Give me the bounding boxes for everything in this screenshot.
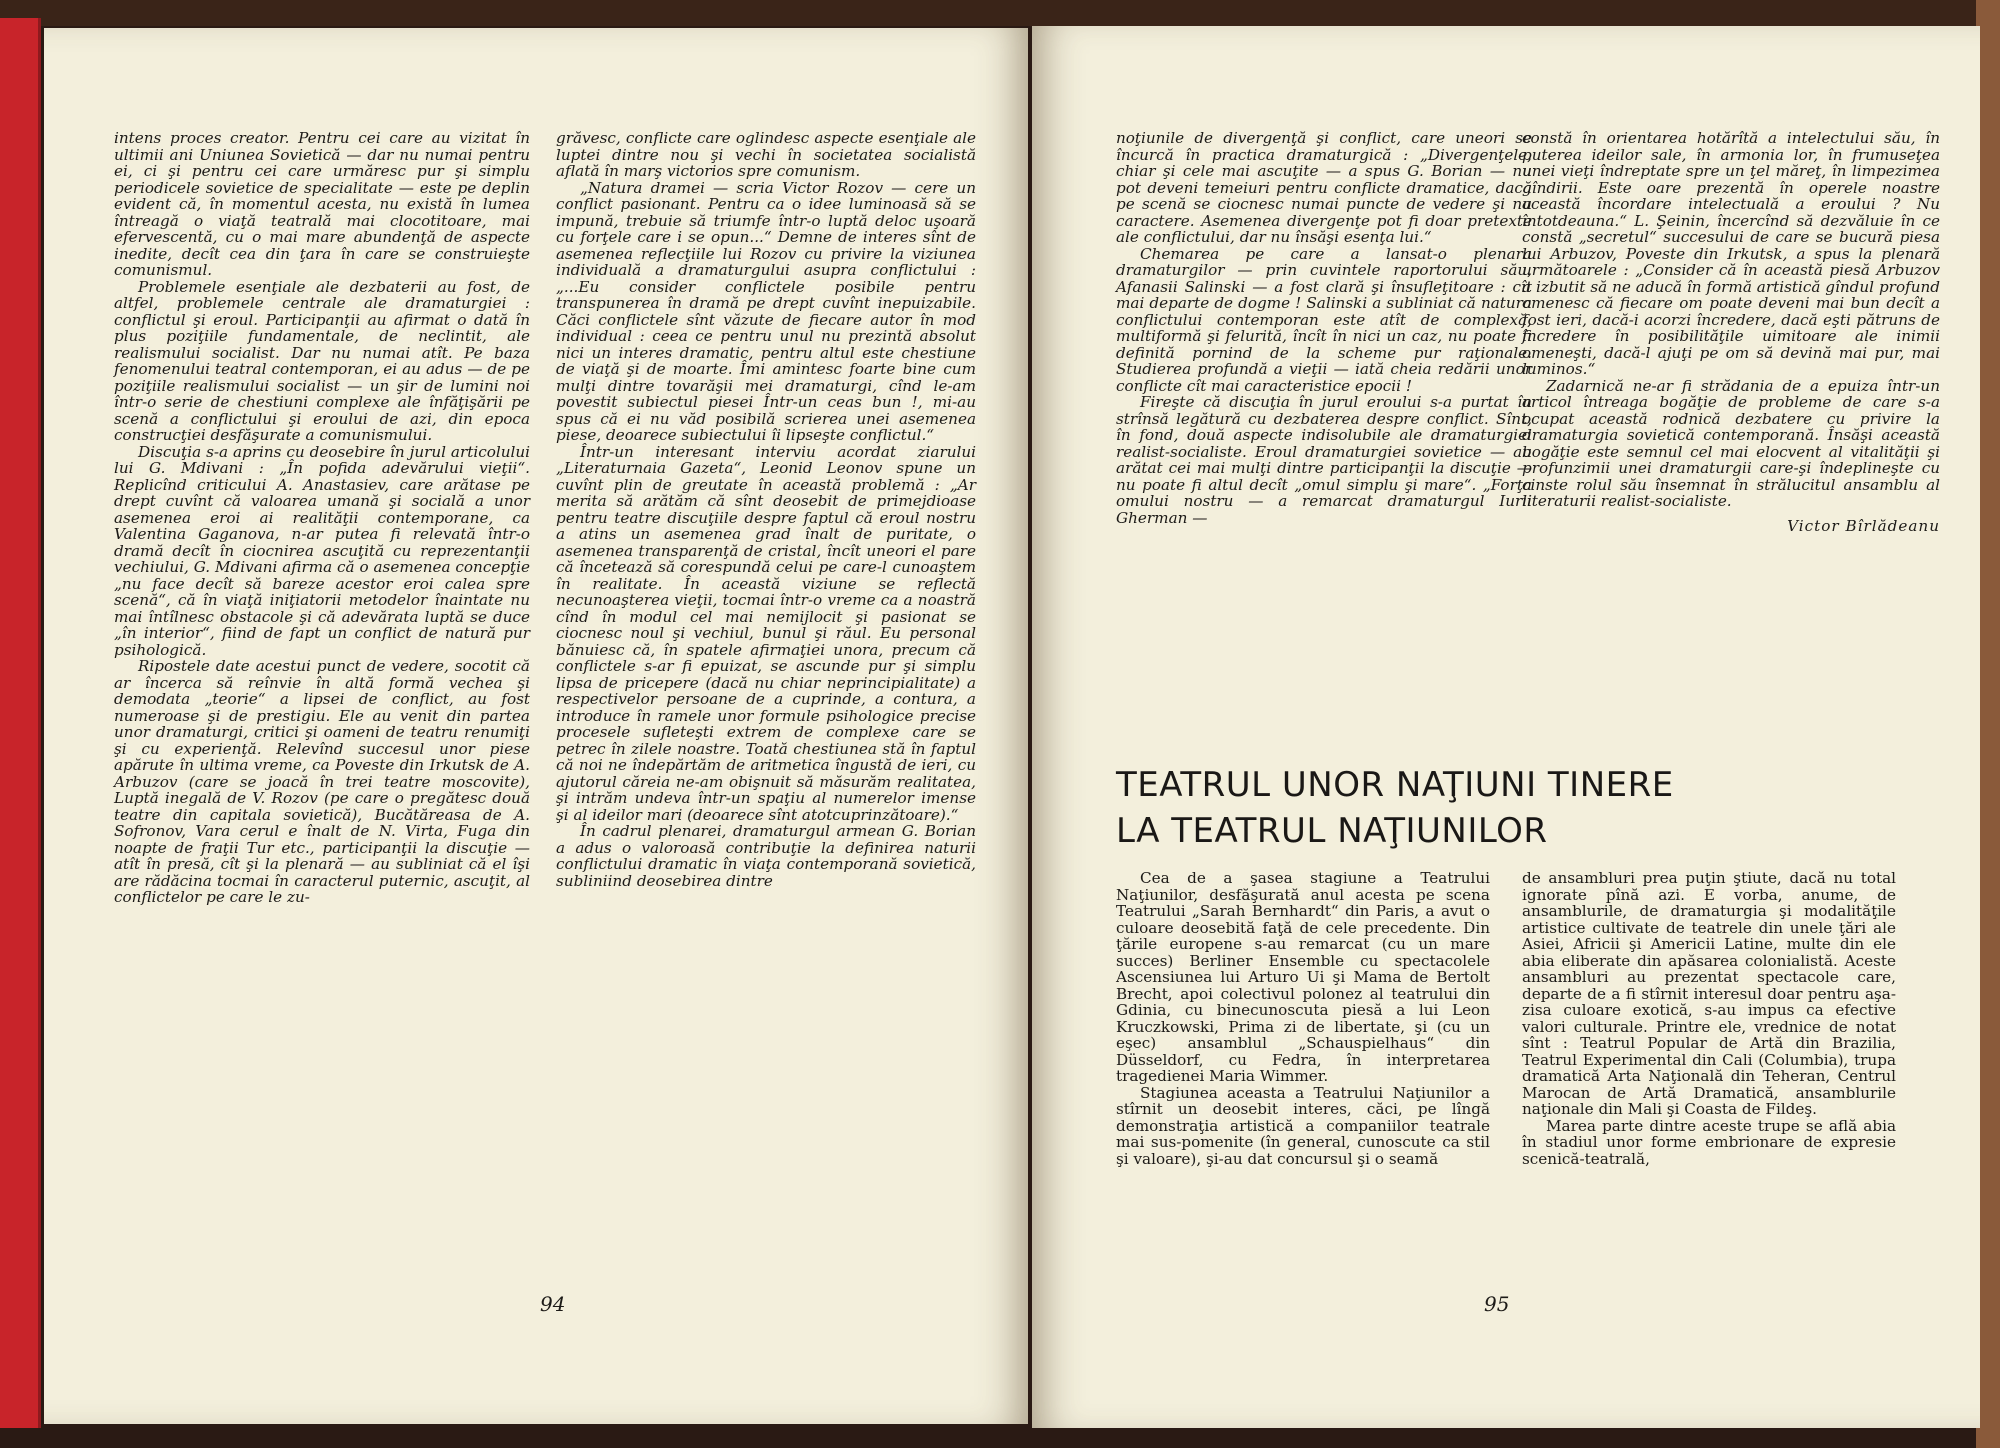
paragraph: Fireşte că discuţia în jurul eroului s-a purtat în strînsă legătură cu dezbaterea despre conflict. Sînt, în fond, două aspecte indisolubile ale dramaturgiei realist-socialiste. Eroul dramaturgiei sovietice — au arătat cei mai mulţi dintre participanţii la discuţie — nu poate fi altul decît „omul simplu şi mare“. „Forţa omului nostru — a remarcat dramaturgul Iurii Gherman — xyxy=(1116,393,1532,527)
paragraph: „Natura dramei — scria Victor Rozov — cere un conflict pasionant. Pentru ca o idee luminoasă să se impună, trebuie să triumfe într-o luptă deloc uşoară cu forţele care i se opun...“ Demne de interes sînt de asemenea reflecţiile lui Rozov cu privire la viziunea individuală a dramaturgului asupra conflictului : „...Eu consider conflictele posibile pentru transpunerea în dramă pe drept cuvînt inepuizabile. Căci conflictele sînt văzute de fiecare autor în mod individual : ceea ce pentru unul nu prezintă absolut nici un interes dramatic, pentru altul este chestiune de viaţă şi de moarte. Îmi amintesc foarte bine cum mulţi dintre tovarăşii mei dramaturgi, cînd le-am povestit subiectul piesei Într-un ceas bun !, mi-au spus că ei nu văd posibilă scrierea unei asemenea piese, deoarece subiectului îi lipseşte conflictul.“ xyxy=(556,178,976,444)
paragraph: grăvesc, conflicte care oglindesc aspecte esenţiale ale luptei dintre nou şi vechi în societatea socialistă aflată în marş victorios spre comunism. xyxy=(556,129,976,180)
right-page-column-1 xyxy=(1116,130,1532,526)
paragraph: constă în orientarea hotărîtă a intelectului său, în puterea ideilor sale, în armonia lor, în frumuseţea unei vieţi îndreptate spre un ţel măreţ, în limpezimea gîndirii. Este oare prezentă în operele noastre această încordare intelectuală a eroului ? Nu întotdeauna.“ L. Şeinin, încercînd să dezvăluie în ce constă „secretul“ succesului de care se bucură piesa lui Arbuzov, Poveste din Irkutsk, a spus la plenară următoarele : „Consider că în această piesă Arbuzov a izbutit să ne aducă în formă artistică gîndul profund omenesc că fiecare om poate deveni mai bun decît a fost ieri, dacă-i acorzi încredere, dacă eşti pătruns de încredere în posibilităţile uimitoare ale inimii omeneşti, dacă-l ajuţi pe om să devină mai pur, mai luminos.“ xyxy=(1522,129,1940,378)
page-number-left: 94 xyxy=(540,1292,566,1316)
book-cover-left xyxy=(0,18,41,1428)
article-column-1 xyxy=(1116,870,1490,1167)
paragraph: În cadrul plenarei, dramaturgul armean G. Borian a adus o valoroasă contribuţie la definirea naturii conflictului dramatic în viaţa contemporană sovietică, subliniind deosebirea dintre xyxy=(556,822,976,890)
author-signature: Victor Bîrlădeanu xyxy=(1787,516,1940,535)
right-page-column-2 xyxy=(1522,130,1940,534)
paragraph: Discuţia s-a aprins cu deosebire în jurul articolului lui G. Mdivani : „În pofida adevărului vieţii“. Replicînd criticului A. Anastasiev, care arătase pe drept cuvînt că valoarea umană şi socială a unor asemenea eroi ai realităţii contemporane, ca Valentina Gaganova, n-ar putea fi relevată într-o dramă decît în ciocnirea ascuţită cu reprezentanţii vechiului, G. Mdivani afirma că o asemenea concepţie „nu face decît să bareze acestor eroi calea spre scenă“, că în viaţă iniţiatorii metodelor înaintate nu mai întîlnesc obstacole şi că adevărata luptă se duce „în interior“, fiind de fapt un conflict de natură pur psihologică. xyxy=(114,442,530,659)
paragraph: noţiunile de divergenţă şi conflict, care uneori se încurcă în practica dramaturgică : „Divergenţele, chiar şi cele mai ascuţite — a spus G. Borian — nu pot deveni temeiuri pentru conflicte dramatice, dacă pe scenă se ciocnesc numai puncte de vedere şi nu caractere. Asemenea divergenţe pot fi doar pretexte ale conflictului, dar nu însăşi esenţa lui.“ xyxy=(1116,129,1532,246)
paragraph: Cea de a şasea stagiune a Teatrului Naţiunilor, desfăşurată anul acesta pe scena Teatrului „Sarah Bernhardt“ din Paris, a avut o culoare deosebită faţă de cele precedente. Din ţările europene s-au remarcat (cu un mare succes) Berliner Ensemble cu spectacolele Ascensiunea lui Arturo Ui şi Mama de Bertolt Brecht, apoi colectivul polonez al teatrului din Gdinia, cu binecunoscuta piesă a lui Leon Kruczkowski, Prima zi de libertate, şi (cu un eşec) ansamblul „Schauspielhaus“ din Düsseldorf, cu Fedra, în interpretarea tragedienei Maria Wimmer. xyxy=(1116,869,1490,1085)
article-title xyxy=(1116,762,1736,854)
paragraph: Ripostele date acestui punct de vedere, socotit că ar încerca să reînvie în altă formă vechea şi demodata „teorie“ a lipsei de conflict, au fost numeroase şi de prestigiu. Ele au venit din partea unor dramaturgi, critici şi oameni de teatru renumiţi şi cu experienţă. Relevînd succesul unor piese apărute în ultima vreme, ca Poveste din Irkutsk de A. Arbuzov (care se joacă în trei teatre moscovite), Luptă inegală de V. Rozov (pe care o pregătesc două teatre din capitala sovietică), Bucătăreasa de A. Sofronov, Vara cerul e înalt de N. Virta, Fuga din noapte de fraţii Tur etc., participanţii la discuţie — atît în presă, cît şi la plenară — au subliniat că el îşi are rădăcina tocmai în caracterul puternic, ascuţit, al conflictelor pe care le zu- xyxy=(114,657,530,906)
paragraph: intens proces creator. Pentru cei care au vizitat în ultimii ani Uniunea Sovietică — dar nu numai pentru ei, ci şi pentru cei care urmăresc pur şi simplu periodicele sovietice de specialitate — este pe deplin evident că, în momentul acesta, nu există în lumea întreagă o viaţă teatrală mai clocotitoare, mai efervescentă, cu o mai mare abundenţă de aspecte inedite, decît cea din ţara în care se construieşte comunismul. xyxy=(114,129,530,279)
article-title-line-2: LA TEATRUL NAŢIUNILOR xyxy=(1116,811,1548,851)
left-page-column-1 xyxy=(114,130,530,906)
left-page-column-2 xyxy=(556,130,976,889)
article-title-line-1: TEATRUL UNOR NAŢIUNI TINERE xyxy=(1116,765,1674,805)
book-cover-top xyxy=(0,0,2000,26)
paragraph: Stagiunea aceasta a Teatrului Naţiunilor a stîrnit un deosebit interes, căci, pe lîngă demonstraţia artistică a companiilor teatrale mai sus-pomenite (în general, cunoscute ca stil şi valoare), şi-au dat concursul şi o seamă xyxy=(1116,1083,1490,1168)
paragraph: de ansambluri prea puţin ştiute, dacă nu total ignorate pînă azi. E vorba, anume, de ansamblurile, de dramaturgia şi modalităţile artistice cultivate de teatrele din unele ţări ale Asiei, Africii şi Americii Latine, multe din ele abia eliberate din apăsarea colonialistă. Aceste ansambluri au prezentat spectacole care, departe de a fi stîrnit interesul doar pentru aşa-zisa culoare exotică, s-au impus ca efective valori culturale. Printre ele, vrednice de notat sînt : Teatrul Popular de Artă din Brazilia, Teatrul Experimental din Cali (Columbia), trupa dramatică Arta Naţională din Teheran, Centrul Marocan de Artă Dramatică, ansamblurile naţionale din Mali şi Coasta de Fildeş. xyxy=(1522,869,1896,1118)
paragraph: Într-un interesant interviu acordat ziarului „Literaturnaia Gazeta“, Leonid Leonov spune un cuvînt plin de greutate în această problemă : „Ar merita să arătăm că sînt deosebit de primejdioase pentru teatre discuţiile despre faptul că eroul nostru a atins un asemenea grad înalt de puritate, o asemenea transparenţă de cristal, încît uneori el pare că încetează să corespundă celui pe care-l cunoaştem în realitate. În această viziune se reflectă necunoaşterea vieţii, tocmai într-o vreme ca a noastră cînd în modul cel mai nemijlocit şi pasionat se ciocnesc noul şi vechiul, bunul şi răul. Eu personal bănuiesc că, în spatele afirmaţiei unora, precum că conflictele s-ar fi epuizat, se ascunde pur şi simplu lipsa de pricepere (dacă nu chiar neprincipialitate) a respectivelor persoane de a cuprinde, a contura, a introduce în ramele unor formule psihologice precise procesele sufleteşti extrem de complexe care se petrec în zilele noastre. Toată chestiunea stă în faptul că noi ne îndepărtăm de aritmetica îngustă de ieri, cu ajutorul căreia ne-am obişnuit să măsurăm realitatea, şi intrăm undeva într-un spaţiu al numerelor imense şi al ideilor mari (deoarece sînt atotcuprinzătoare).“ xyxy=(556,442,976,824)
paragraph: Chemarea pe care a lansat-o plenara dramaturgilor — prin cuvintele raportorului său, Afanasii Salinski — a fost clară şi însufleţitoare : cît mai departe de dogme ! Salinski a subliniat că natura conflictului contemporan este atît de complexă, multiformă şi felurită, încît în nici un caz, nu poate fi definită pornind de la scheme pur raţionale. Studierea profundă a vieţii — iată cheia redării unor conflicte cît mai caracteristice epocii ! xyxy=(1116,244,1532,395)
article-column-2 xyxy=(1522,870,1896,1167)
page-number-right: 95 xyxy=(1484,1292,1510,1316)
paragraph: Marea parte dintre aceste trupe se află abia în stadiul unor forme embrionare de expresie scenică-teatrală, xyxy=(1522,1116,1896,1168)
paragraph: Problemele esenţiale ale dezbaterii au fost, de altfel, problemele centrale ale dramaturgiei : conflictul şi eroul. Participanţii au afirmat o dată în plus poziţiile fundamentale, de neclintit, ale realismului socialist. Dar nu numai atît. Pe baza fenomenului teatral contemporan, ei au adus — de pe poziţiile realismului socialist — un şir de lumini noi într-o serie de chestiuni complexe ale înfăţişării pe scenă a conflictului şi eroului de azi, din epoca construcţiei desfăşurate a comunismului. xyxy=(114,277,530,444)
paragraph: Zadarnică ne-ar fi strădania de a epuiza într-un articol întreaga bogăţie de probleme de care s-a ocupat această rodnică dezbatere cu privire la dramaturgia sovietică contemporană. Însăşi această bogăţie este semnul cel mai elocvent al vitalităţii şi profunzimii unei dramaturgii care-şi îndeplineşte cu cinste rolul său însemnat în strălucitul ansamblu al literaturii realist-socialiste. xyxy=(1522,376,1940,510)
